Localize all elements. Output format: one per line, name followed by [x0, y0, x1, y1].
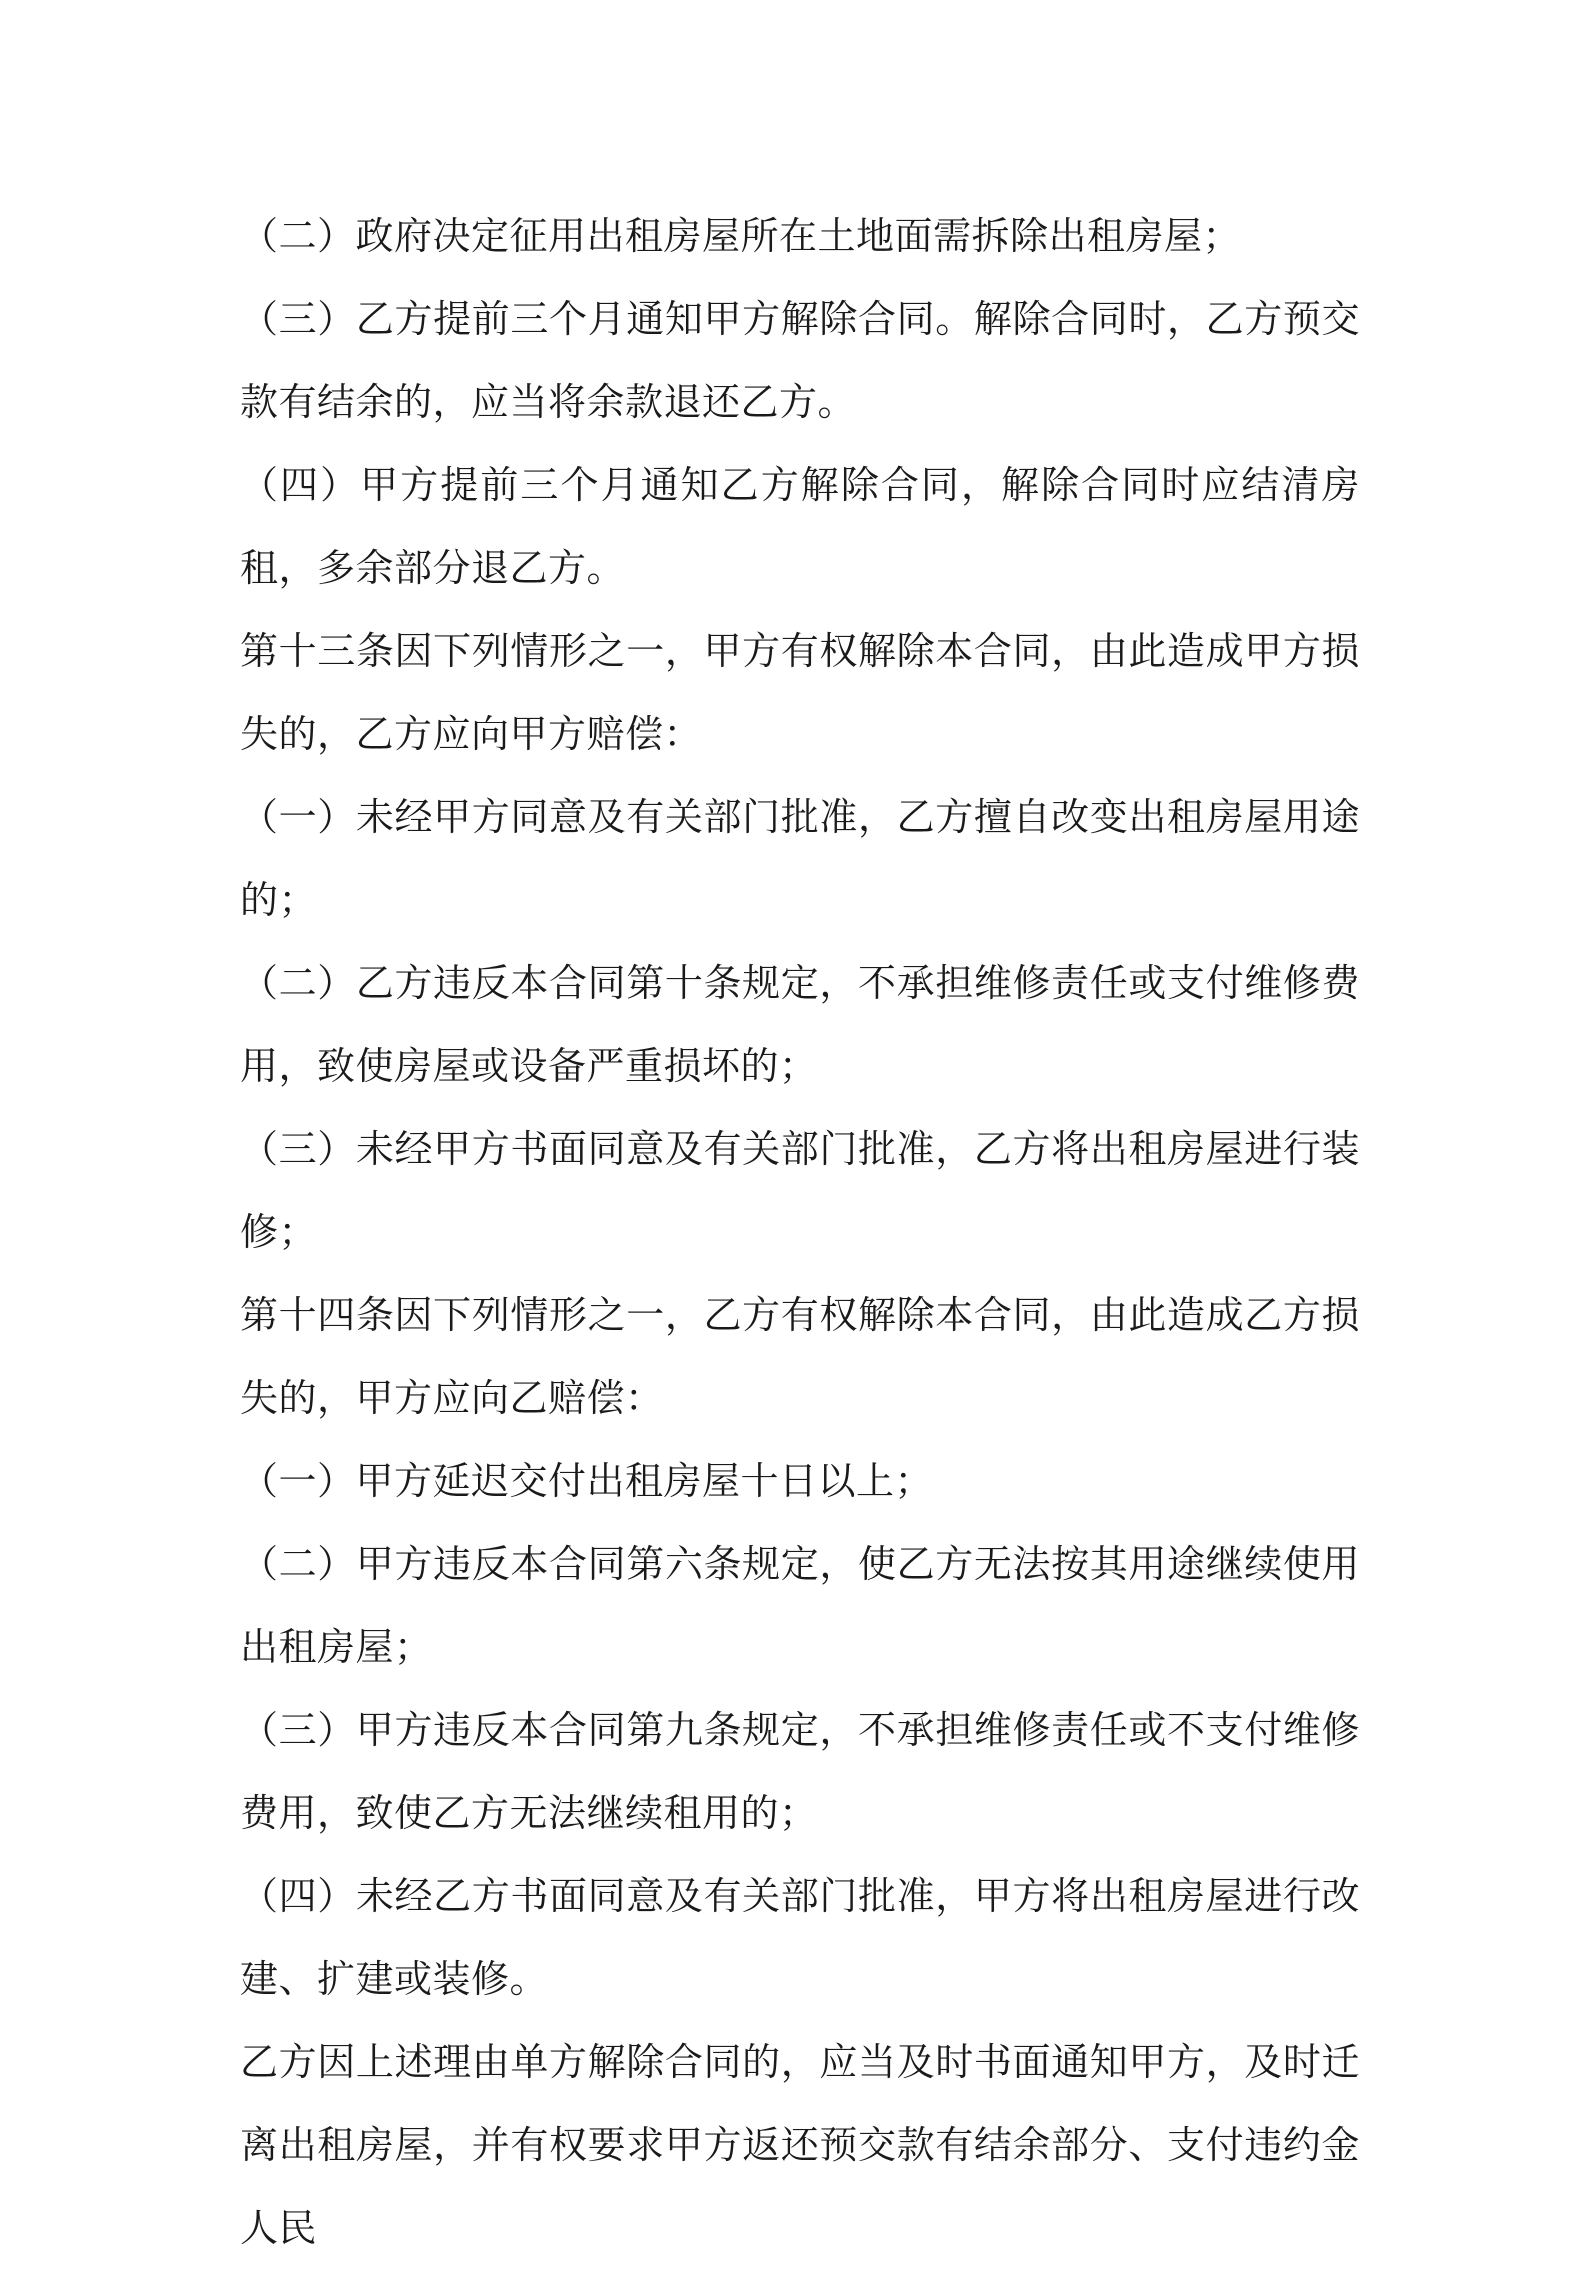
- article-13-item-1: （一）未经甲方同意及有关部门批准，乙方擅自改变出租房屋用途的；: [240, 795, 1360, 922]
- article-13-item-3: （三）未经甲方书面同意及有关部门批准，乙方将出租房屋进行装修；: [240, 1127, 1360, 1254]
- tenant-termination-remedy: 乙方因上述理由单方解除合同的，应当及时书面通知甲方，及时迁离出租房屋，并有权要求甲方返还预交款有结余部分、支付违约金人民: [240, 2040, 1360, 2250]
- article-14-item-2: （二）甲方违反本合同第六条规定，使乙方无法按其用途继续使用出租房屋；: [240, 1542, 1360, 1669]
- article-14-item-3: （三）甲方违反本合同第九条规定，不承担维修责任或不支付维修费用，致使乙方无法继续租用的；: [240, 1708, 1360, 1835]
- clause-3-tenant-terminates: （三）乙方提前三个月通知甲方解除合同。解除合同时，乙方预交款有结余的，应当将余款退还乙方。: [240, 297, 1360, 424]
- article-14-item-1: （一）甲方延迟交付出租房屋十日以上；: [240, 1459, 934, 1503]
- clause-4-landlord-terminates: （四）甲方提前三个月通知乙方解除合同，解除合同时应结清房租，多余部分退乙方。: [240, 463, 1360, 590]
- article-14-heading: 第十四条因下列情形之一，乙方有权解除本合同，由此造成乙方损失的，甲方应向乙赔偿：: [240, 1293, 1360, 1420]
- article-14-item-4: （四）未经乙方书面同意及有关部门批准，甲方将出租房屋进行改建、扩建或装修。: [240, 1874, 1360, 2001]
- article-13-heading: 第十三条因下列情形之一，甲方有权解除本合同，由此造成甲方损失的，乙方应向甲方赔偿：: [240, 629, 1360, 756]
- article-13-item-2: （二）乙方违反本合同第十条规定，不承担维修责任或支付维修费用，致使房屋或设备严重损坏的；: [240, 961, 1360, 1088]
- contract-body: [240, 195, 1360, 2270]
- clause-2-government-requisition: （二）政府决定征用出租房屋所在土地面需拆除出租房屋；: [240, 214, 1242, 258]
